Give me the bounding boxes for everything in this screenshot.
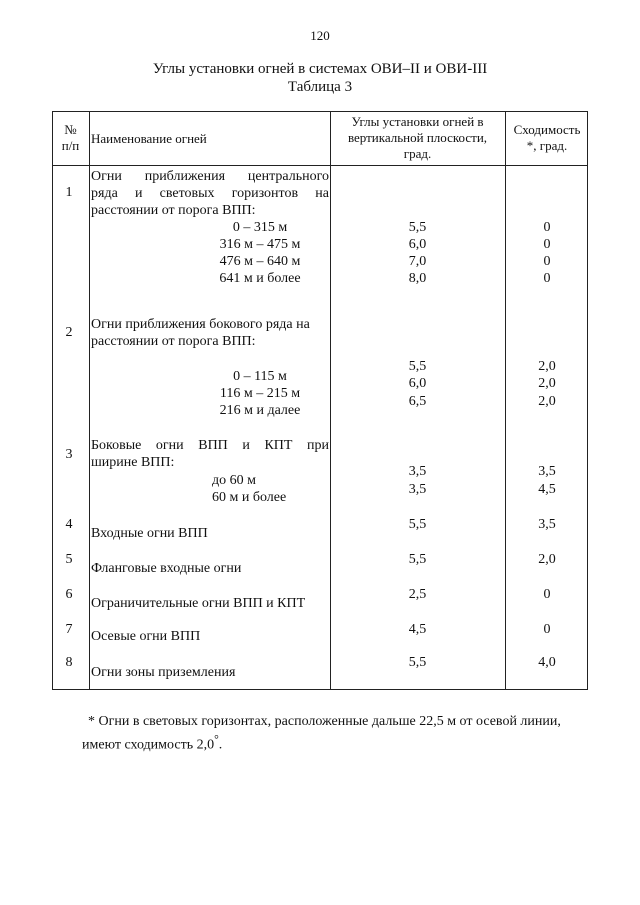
- row-6-name: Ограничительные огни ВПП и КПТ: [91, 596, 306, 611]
- title-line-2: Таблица 3: [287, 79, 353, 95]
- row-3-angle-2: 3,5: [408, 482, 427, 497]
- row-1-range-3: 476 м – 640 м: [219, 254, 301, 269]
- row-5-name: Фланговые входные огни: [91, 561, 242, 576]
- footnote: [82, 713, 608, 755]
- header-name: Наименование огней: [91, 131, 207, 146]
- row-4-angle: 5,5: [408, 517, 427, 532]
- row-1-convergence-1: 0: [543, 220, 551, 235]
- row-2-name-line-2: расстоянии от порога ВПП:: [91, 334, 256, 349]
- title-line-1: Углы установки огней в системах ОВИ–II и ОВИ-III: [152, 61, 488, 77]
- row-3-angle-1: 3,5: [408, 464, 427, 479]
- row-1-name-line-1: Огни приближения центрального: [91, 169, 329, 184]
- row-5-number: 5: [65, 552, 73, 567]
- row-1-convergence-3: 0: [543, 254, 551, 269]
- row-8-convergence: 4,0: [538, 655, 556, 670]
- row-4-number: 4: [65, 517, 73, 532]
- row-1-angle-1: 5,5: [408, 220, 427, 235]
- page-number: 120: [310, 28, 330, 43]
- row-4-convergence: 3,5: [538, 517, 556, 532]
- row-1-name-line-3: расстоянии от порога ВПП:: [91, 203, 256, 218]
- footnote-line-2: имеют сходимость 2,0°.: [82, 733, 223, 753]
- row-4-name: Входные огни ВПП: [91, 526, 208, 541]
- row-6-angle: 2,5: [408, 587, 427, 602]
- row-7-angle: 4,5: [408, 622, 427, 637]
- row-7-convergence: 0: [543, 622, 551, 637]
- row-3-range-2: 60 м и более: [212, 490, 287, 505]
- row-1-number: 1: [65, 185, 73, 200]
- header-number: № п/п: [61, 122, 80, 153]
- row-2-range-2: 116 м – 215 м: [219, 386, 301, 401]
- row-1-range-2: 316 м – 475 м: [219, 237, 301, 252]
- row-1-convergence-2: 0: [543, 237, 551, 252]
- footnote-line-1: * Огни в световых горизонтах, расположенные дальше 22,5 м от осевой линии,: [88, 714, 561, 729]
- table-title: [0, 60, 640, 96]
- row-5-convergence: 2,0: [538, 552, 556, 567]
- row-1-convergence-4: 0: [543, 271, 551, 286]
- row-3-range-1: до 60 м: [212, 473, 256, 488]
- row-2-range-3: 216 м и далее: [219, 403, 301, 418]
- row-5-angle: 5,5: [408, 552, 427, 567]
- row-1-name-line-2: ряда и световых горизонтов на: [91, 186, 329, 201]
- row-2-convergence-3: 2,0: [538, 394, 556, 409]
- row-8-name: Огни зоны приземления: [91, 665, 236, 680]
- row-3-number: 3: [65, 447, 73, 462]
- row-2-angle-1: 5,5: [408, 359, 427, 374]
- header-convergence: Сходимость *, град.: [513, 122, 581, 153]
- row-2-angle-2: 6,0: [408, 376, 427, 391]
- row-2-range-1: 0 – 115 м: [233, 369, 287, 384]
- header-divider: [52, 165, 588, 166]
- row-1-angle-2: 6,0: [408, 237, 427, 252]
- row-3-name-line-1: Боковые огни ВПП и КПТ при: [91, 438, 329, 453]
- row-8-number: 8: [65, 655, 73, 670]
- row-1-range-4: 641 м и более: [219, 271, 301, 286]
- row-1-angle-4: 8,0: [408, 271, 427, 286]
- row-1-range-1: 0 – 315 м: [232, 220, 288, 235]
- row-7-name: Осевые огни ВПП: [91, 629, 201, 644]
- row-8-angle: 5,5: [408, 655, 427, 670]
- row-2-convergence-1: 2,0: [538, 359, 556, 374]
- row-3-convergence-1: 3,5: [538, 464, 556, 479]
- row-2-angle-3: 6,5: [408, 394, 427, 409]
- row-2-name-line-1: Огни приближения бокового ряда на: [91, 317, 310, 332]
- row-3-name-line-2: ширине ВПП:: [91, 455, 175, 470]
- header-angle: Углы установки огней в вертикальной плоскости, град.: [347, 114, 488, 161]
- row-6-number: 6: [65, 587, 73, 602]
- row-3-convergence-2: 4,5: [538, 482, 556, 497]
- row-2-number: 2: [65, 325, 73, 340]
- column-divider-1: [89, 111, 90, 690]
- row-6-convergence: 0: [543, 587, 551, 602]
- degree-sign: °: [214, 733, 219, 746]
- row-2-convergence-2: 2,0: [538, 376, 556, 391]
- row-7-number: 7: [65, 622, 73, 637]
- row-1-angle-3: 7,0: [408, 254, 427, 269]
